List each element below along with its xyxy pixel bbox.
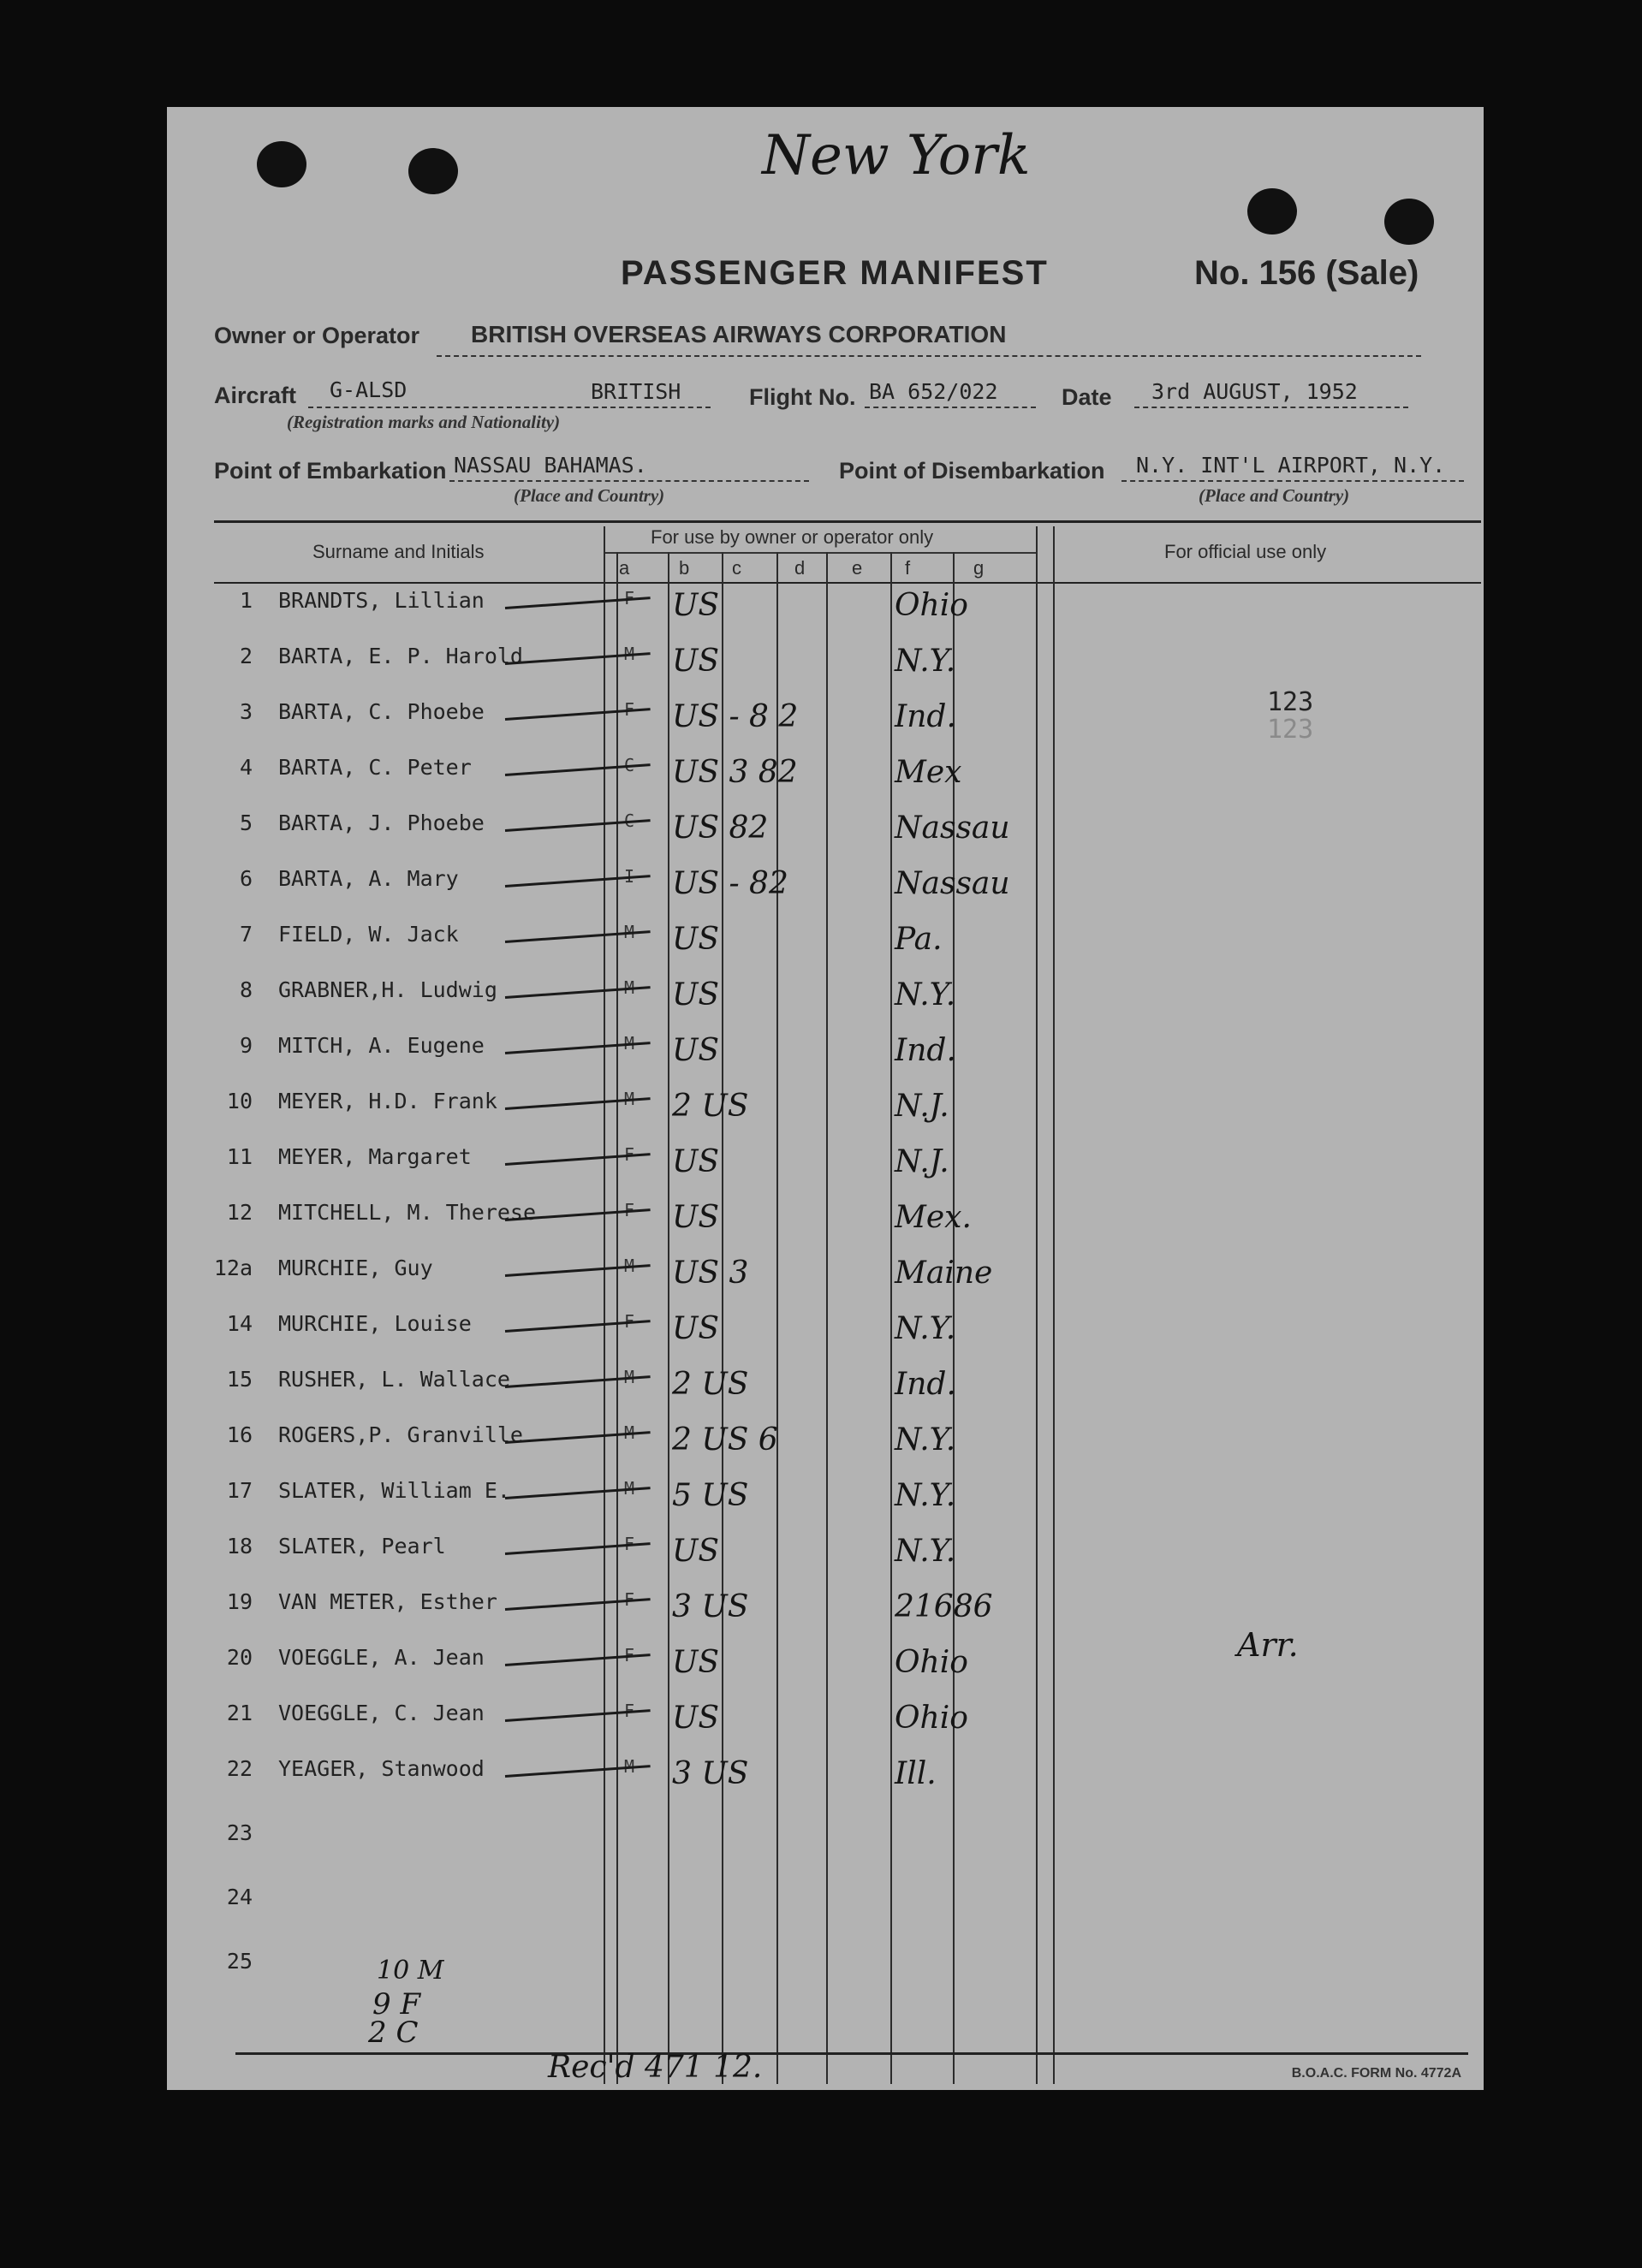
- tally-female: 9 F: [372, 1987, 421, 2022]
- passenger-destination: N.Y.: [895, 644, 956, 679]
- bottom-note: Rec'd 471 12.: [548, 2050, 763, 2085]
- row-number: 15: [226, 1367, 253, 1392]
- row-number: 22: [226, 1756, 253, 1781]
- passenger-sex: M: [623, 1033, 635, 1054]
- passenger-destination: Ind.: [895, 1367, 956, 1402]
- passenger-sex: F: [623, 588, 635, 609]
- table-bottom-rule: [235, 2052, 1468, 2055]
- passenger-destination: Ohio: [895, 1701, 968, 1736]
- column-owner-use-header: For use by owner or operator only: [651, 526, 934, 548]
- embarkation-subcaption: (Place and Country): [514, 485, 665, 506]
- passenger-name: SLATER, William E.: [278, 1478, 510, 1503]
- passenger-sex: M: [623, 1478, 635, 1499]
- table-row: [167, 1023, 1484, 1074]
- passenger-name: ROGERS,P. Granville: [278, 1422, 523, 1447]
- passenger-name: MURCHIE, Guy: [278, 1256, 433, 1280]
- passenger-destination: Nassau: [895, 810, 1010, 846]
- passenger-sex: M: [623, 922, 635, 942]
- tally-male: 10 M: [377, 1956, 444, 1986]
- row-number: 20: [226, 1645, 253, 1670]
- passenger-sex: M: [623, 1367, 635, 1387]
- disembarkation-subcaption: (Place and Country): [1199, 485, 1350, 506]
- passenger-citizenship: US - 82: [672, 866, 788, 901]
- embarkation-underline: [449, 480, 809, 482]
- column-e: e: [852, 557, 863, 579]
- table-row: [167, 1938, 1484, 1990]
- row-number: 3: [239, 699, 253, 724]
- passenger-sex: M: [623, 1089, 635, 1109]
- column-a: a: [619, 557, 630, 579]
- official-note: 123: [1267, 687, 1314, 717]
- row-number: 9: [239, 1033, 253, 1058]
- row-number: 8: [239, 977, 253, 1002]
- passenger-name: BARTA, E. P. Harold: [278, 644, 523, 668]
- passenger-destination: Mex.: [895, 1200, 972, 1235]
- table-row: [167, 1746, 1484, 1797]
- table-row: [167, 1245, 1484, 1297]
- punch-hole: [1247, 188, 1297, 235]
- table-row: [167, 1134, 1484, 1185]
- passenger-destination: N.Y.: [895, 1534, 956, 1569]
- passenger-citizenship: US: [672, 588, 720, 623]
- passenger-destination: Pa.: [895, 922, 943, 957]
- date-value: 3rd AUGUST, 1952: [1151, 379, 1358, 404]
- passenger-name: RUSHER, L. Wallace: [278, 1367, 510, 1392]
- table-row: [167, 1412, 1484, 1464]
- row-number: 25: [226, 1949, 253, 1974]
- punch-hole: [1384, 199, 1434, 245]
- passenger-destination: Nassau: [895, 866, 1010, 901]
- table-row: [167, 911, 1484, 963]
- disembarkation-label: Point of Disembarkation: [839, 458, 1105, 484]
- aircraft-underline: [308, 407, 711, 408]
- column-official-header: For official use only: [1164, 541, 1327, 562]
- row-number: 5: [239, 810, 253, 835]
- passenger-name: BARTA, C. Peter: [278, 755, 472, 780]
- column-d: d: [794, 557, 806, 579]
- passenger-citizenship: 3 US: [672, 1756, 749, 1791]
- table-row: [167, 1810, 1484, 1861]
- passenger-name: BARTA, C. Phoebe: [278, 699, 485, 724]
- passenger-sex: F: [623, 1534, 635, 1554]
- table-row: [167, 800, 1484, 852]
- passenger-name: MITCH, A. Eugene: [278, 1033, 485, 1058]
- aircraft-label: Aircraft: [214, 383, 297, 408]
- passenger-destination: 21686: [895, 1589, 993, 1624]
- passenger-citizenship: US: [672, 922, 720, 957]
- page-title: PASSENGER MANIFEST: [621, 254, 1049, 292]
- passenger-citizenship: US - 8 2: [672, 699, 799, 734]
- flight-underline: [865, 407, 1036, 408]
- row-number: 12: [226, 1200, 253, 1225]
- passenger-name: VOEGGLE, A. Jean: [278, 1645, 485, 1670]
- column-g: g: [973, 557, 985, 579]
- table-row: [167, 967, 1484, 1018]
- tally-children: 2 C: [368, 2016, 419, 2050]
- column-c: c: [732, 557, 741, 579]
- table-row: [167, 633, 1484, 685]
- row-number: 12a: [213, 1256, 253, 1280]
- passenger-citizenship: 3 US: [672, 1589, 749, 1624]
- passenger-destination: Mex: [895, 755, 962, 790]
- passenger-sex: M: [623, 644, 635, 664]
- passenger-name: BRANDTS, Lillian: [278, 588, 485, 613]
- passenger-sex: M: [623, 1756, 635, 1777]
- passenger-sex: M: [623, 1422, 635, 1443]
- passenger-citizenship: 2 US: [672, 1367, 749, 1402]
- passenger-name: MEYER, Margaret: [278, 1144, 472, 1169]
- official-note-arrival: Arr.: [1237, 1626, 1299, 1664]
- passenger-sex: F: [623, 1701, 635, 1721]
- passenger-citizenship: US: [672, 1033, 720, 1068]
- aircraft-subcaption: (Registration marks and Nationality): [287, 412, 561, 432]
- table-row: [167, 578, 1484, 629]
- passenger-sex: F: [623, 1645, 635, 1665]
- handwritten-destination: New York: [762, 124, 1031, 187]
- owner-underline: [437, 355, 1421, 357]
- row-number: 1: [239, 588, 253, 613]
- passenger-name: YEAGER, Stanwood: [278, 1756, 485, 1781]
- table-row: [167, 1523, 1484, 1575]
- table-row: [167, 1690, 1484, 1742]
- passenger-destination: Ohio: [895, 588, 968, 623]
- table-row: [167, 1468, 1484, 1519]
- embarkation-value: NASSAU BAHAMAS.: [454, 453, 647, 478]
- passenger-name: MURCHIE, Louise: [278, 1311, 472, 1336]
- passenger-name: GRABNER,H. Ludwig: [278, 977, 497, 1002]
- table-row: [167, 1357, 1484, 1408]
- passenger-sex: F: [623, 1311, 635, 1332]
- column-surname-header: Surname and Initials: [312, 541, 485, 562]
- passenger-citizenship: US 3: [672, 1256, 749, 1291]
- disembarkation-underline: [1121, 480, 1464, 482]
- passenger-citizenship: US: [672, 1645, 720, 1680]
- passenger-name: BARTA, A. Mary: [278, 866, 459, 891]
- flight-label: Flight No.: [749, 384, 856, 410]
- form-number: No. 156 (Sale): [1194, 254, 1419, 292]
- passenger-citizenship: US: [672, 1144, 720, 1179]
- passenger-sex: C: [623, 810, 635, 831]
- passenger-sex: I: [623, 866, 635, 887]
- passenger-name: BARTA, J. Phoebe: [278, 810, 485, 835]
- form-code: B.O.A.C. FORM No. 4772A: [1291, 2066, 1461, 2081]
- row-number: 10: [226, 1089, 253, 1113]
- passenger-citizenship: US: [672, 1701, 720, 1736]
- table-row: [167, 1190, 1484, 1241]
- row-number: 6: [239, 866, 253, 891]
- flight-number: BA 652/022: [869, 379, 998, 404]
- embarkation-label: Point of Embarkation: [214, 458, 447, 484]
- passenger-destination: Ind.: [895, 1033, 956, 1068]
- punch-hole: [408, 148, 458, 194]
- row-number: 11: [226, 1144, 253, 1169]
- passenger-citizenship: US: [672, 644, 720, 679]
- manifest-page: [167, 107, 1484, 2090]
- passenger-sex: F: [623, 699, 635, 720]
- passenger-destination: N.Y.: [895, 1311, 956, 1346]
- aircraft-registration: G-ALSD: [330, 377, 408, 402]
- passenger-sex: M: [623, 1256, 635, 1276]
- owner-value: BRITISH OVERSEAS AIRWAYS CORPORATION: [471, 321, 1007, 347]
- passenger-destination: N.Y.: [895, 1422, 956, 1458]
- table-row: [167, 1078, 1484, 1130]
- passenger-name: SLATER, Pearl: [278, 1534, 446, 1559]
- passenger-sex: F: [623, 1144, 635, 1165]
- passenger-sex: M: [623, 977, 635, 998]
- table-row: [167, 1579, 1484, 1630]
- passenger-destination: N.J.: [895, 1089, 949, 1124]
- passenger-citizenship: 2 US: [672, 1089, 749, 1124]
- passenger-destination: Maine: [895, 1256, 993, 1291]
- owner-label: Owner or Operator: [214, 323, 420, 348]
- disembarkation-value: N.Y. INT'L AIRPORT, N.Y.: [1136, 453, 1446, 478]
- row-number: 16: [226, 1422, 253, 1447]
- row-number: 24: [226, 1885, 253, 1909]
- row-number: 18: [226, 1534, 253, 1559]
- official-note-shadow: 123: [1267, 715, 1314, 745]
- row-number: 14: [226, 1311, 253, 1336]
- passenger-name: VAN METER, Esther: [278, 1589, 497, 1614]
- passenger-name: MITCHELL, M. Therese: [278, 1200, 537, 1225]
- column-b: b: [679, 557, 690, 579]
- table-row: [167, 745, 1484, 796]
- table-row: [167, 1874, 1484, 1926]
- passenger-destination: Ohio: [895, 1645, 968, 1680]
- passenger-destination: Ill.: [895, 1756, 937, 1791]
- passenger-sex: F: [623, 1589, 635, 1610]
- passenger-sex: F: [623, 1200, 635, 1220]
- passenger-citizenship: US: [672, 1534, 720, 1569]
- row-number: 21: [226, 1701, 253, 1725]
- column-f: f: [905, 557, 911, 579]
- passenger-name: FIELD, W. Jack: [278, 922, 459, 947]
- passenger-citizenship: 5 US: [672, 1478, 749, 1513]
- passenger-destination: N.Y.: [895, 977, 956, 1012]
- row-number: 4: [239, 755, 253, 780]
- passenger-citizenship: US 82: [672, 810, 769, 846]
- passenger-sex: C: [623, 755, 635, 775]
- aircraft-nationality: BRITISH: [591, 379, 681, 404]
- row-number: 23: [226, 1820, 253, 1845]
- passenger-name: MEYER, H.D. Frank: [278, 1089, 497, 1113]
- row-number: 2: [239, 644, 253, 668]
- date-label: Date: [1062, 384, 1112, 410]
- row-number: 17: [226, 1478, 253, 1503]
- date-underline: [1134, 407, 1408, 408]
- passenger-destination: N.Y.: [895, 1478, 956, 1513]
- row-number: 19: [226, 1589, 253, 1614]
- passenger-destination: Ind.: [895, 699, 956, 734]
- punch-hole: [257, 141, 306, 187]
- row-number: 7: [239, 922, 253, 947]
- table-top-rule: [214, 520, 1481, 523]
- passenger-citizenship: US 3 82: [672, 755, 798, 790]
- passenger-name: VOEGGLE, C. Jean: [278, 1701, 485, 1725]
- passenger-citizenship: US: [672, 1200, 720, 1235]
- table-row: [167, 1301, 1484, 1352]
- table-row: [167, 856, 1484, 907]
- passenger-citizenship: US: [672, 977, 720, 1012]
- passenger-citizenship: 2 US 6: [672, 1422, 778, 1458]
- passenger-citizenship: US: [672, 1311, 720, 1346]
- passenger-destination: N.J.: [895, 1144, 949, 1179]
